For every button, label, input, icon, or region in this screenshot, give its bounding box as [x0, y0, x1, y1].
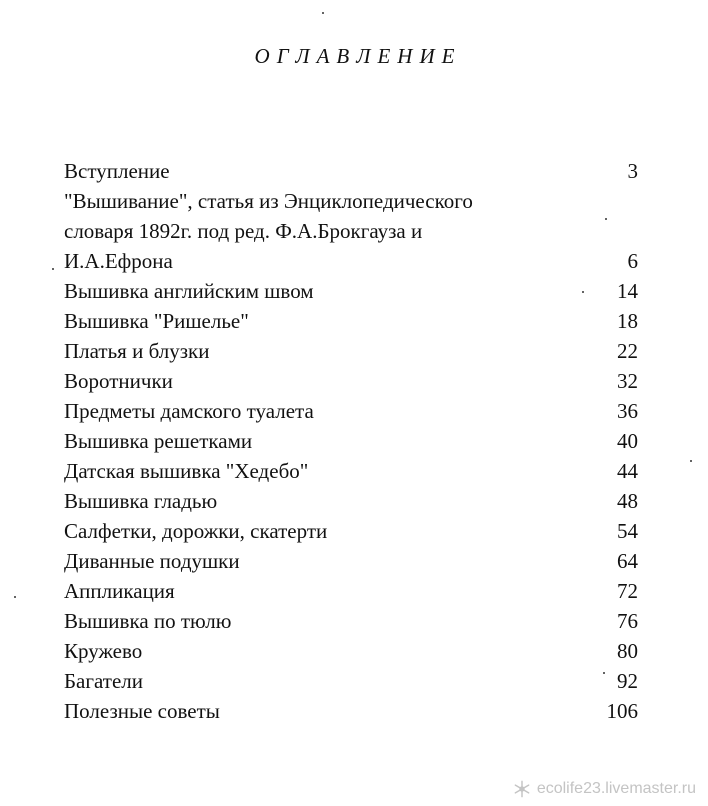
toc-page-number: 32: [617, 369, 638, 393]
scan-speck: [605, 218, 607, 220]
scan-speck: [690, 460, 692, 462]
toc-row: [64, 636, 642, 666]
toc-entry-title: Вступление: [64, 159, 170, 183]
toc-page-number: 18: [617, 309, 638, 333]
table-of-contents: [64, 156, 642, 726]
toc-page-number: 64: [617, 549, 638, 573]
page-title: ОГЛАВЛЕНИЕ: [254, 44, 462, 68]
toc-row: [64, 546, 642, 576]
scan-speck: [52, 268, 54, 270]
toc-entry-title: Вышивка английским швом: [64, 279, 314, 303]
scan-speck: [582, 291, 584, 293]
toc-row: [64, 456, 642, 486]
toc-page-number: 48: [617, 489, 638, 513]
toc-row: [64, 666, 642, 696]
toc-entry-title: Кружево: [64, 639, 143, 663]
toc-entry-title: Вышивка "Ришелье": [64, 309, 249, 333]
toc-page-number: 80: [617, 639, 638, 663]
toc-entry-title: Вышивка по тюлю: [64, 609, 232, 633]
toc-entry-title: Багатели: [64, 669, 143, 693]
toc-page-number: 6: [627, 249, 638, 273]
toc-page-number: 54: [617, 519, 638, 543]
toc-entry-title: Предметы дамского туалета: [64, 399, 314, 423]
toc-entry-title: Салфетки, дорожки, скатерти: [64, 519, 328, 543]
toc-entry-title: "Вышивание", статья из Энциклопедического словаря 1892г. под ред. Ф.А.Брокгауза и И.А.Ефрона: [64, 189, 473, 273]
toc-row: [64, 156, 642, 186]
scan-speck: [603, 672, 605, 674]
toc-page-number: 92: [617, 669, 638, 693]
toc-page-number: 22: [617, 339, 638, 363]
toc-entry-title: Полезные советы: [64, 699, 220, 723]
toc-entry-title: Датская вышивка "Хедебо": [64, 459, 309, 483]
toc-row: [64, 336, 642, 366]
toc-row: [64, 576, 642, 606]
toc-row: [64, 516, 642, 546]
toc-row: [64, 186, 642, 276]
toc-entry-title: Вышивка гладью: [64, 489, 218, 513]
scan-speck: [322, 12, 324, 14]
toc-entry-title: Диванные подушки: [64, 549, 240, 573]
toc-row: [64, 276, 642, 306]
watermark: [513, 780, 696, 798]
toc-entry-title: Вышивка решетками: [64, 429, 253, 453]
toc-row: [64, 486, 642, 516]
toc-page-number: 72: [617, 579, 638, 603]
toc-row: [64, 696, 642, 726]
toc-page-number: 36: [617, 399, 638, 423]
toc-entry-title: Аппликация: [64, 579, 175, 603]
toc-row: [64, 396, 642, 426]
watermark-text: ecolife23.livemaster.ru: [536, 780, 696, 797]
toc-row: [64, 606, 642, 636]
toc-page-number: 106: [606, 699, 638, 723]
toc-page-number: 40: [617, 429, 638, 453]
toc-page-number: 3: [627, 159, 638, 183]
toc-page-number: 76: [617, 609, 638, 633]
snowflake-icon: [513, 780, 531, 798]
toc-page-number: 14: [617, 279, 638, 303]
toc-entry-title: Воротнички: [64, 369, 173, 393]
toc-page-number: 44: [617, 459, 638, 483]
scan-speck: [14, 596, 16, 598]
toc-entry-title: Платья и блузки: [64, 339, 210, 363]
toc-row: [64, 366, 642, 396]
toc-row: [64, 306, 642, 336]
toc-row: [64, 426, 642, 456]
